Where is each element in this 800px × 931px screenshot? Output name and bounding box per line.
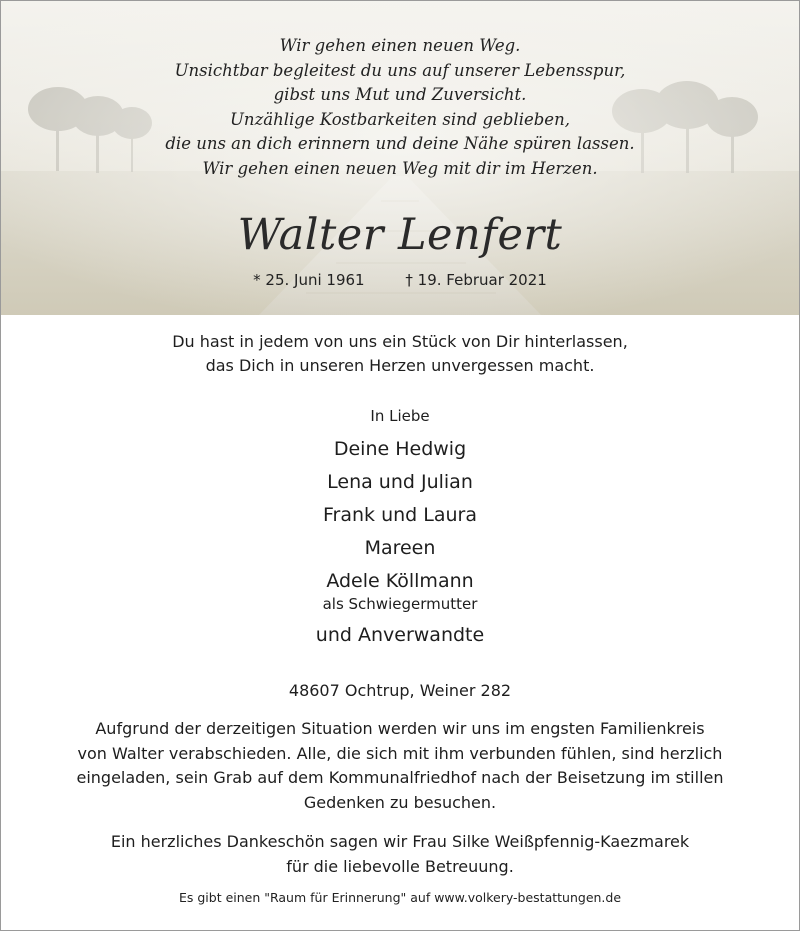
mourner-name: Adele Köllmann <box>326 570 474 592</box>
thanks-line: Ein herzliches Dankeschön sagen wir Frau Silke Weißpfennig-Kaezmarek <box>110 832 690 851</box>
poem-line: Wir gehen einen neuen Weg. <box>279 36 521 55</box>
address: 48607 Ochtrup, Weiner 282 <box>288 681 512 700</box>
memorial-quote <box>1 330 799 378</box>
footer-note: Es gibt einen "Raum für Erinnerung" auf www.volkery-bestattungen.de <box>178 890 622 905</box>
mourner-name: Mareen <box>364 537 436 559</box>
mourner-name: Deine Hedwig <box>333 438 467 460</box>
poem-line: Unzählige Kostbarkeiten sind geblieben, <box>230 109 570 129</box>
poem-line: die uns an dich erinnern und deine Nähe spüren lassen. <box>165 134 635 153</box>
poem <box>1 34 799 181</box>
mourners-closing: und Anverwandte <box>315 624 485 646</box>
mourners-list <box>1 433 799 652</box>
mourner-name: Frank und Laura <box>323 504 477 526</box>
mourner-name: Lena und Julian <box>327 471 473 493</box>
thanks-note <box>1 830 799 879</box>
notice-line: Gedenken zu besuchen. <box>303 792 497 812</box>
notice-line: eingeladen, sein Grab auf dem Kommunalfriedhof nach der Beisetzung im stillen <box>76 768 724 787</box>
funeral-notice <box>1 717 799 815</box>
quote-line: das Dich in unseren Herzen unvergessen macht. <box>205 356 595 375</box>
mourners-intro: In Liebe <box>370 407 430 425</box>
deceased-name: Walter Lenfert <box>237 210 563 260</box>
birth-date: * 25. Juni 1961 <box>253 271 365 289</box>
notice-line: von Walter verabschieden. Alle, die sich mit ihm verbunden fühlen, sind herzlich <box>77 743 723 763</box>
quote-line: Du hast in jedem von uns ein Stück von Dir hinterlassen, <box>172 332 628 351</box>
poem-line: Unsichtbar begleitest du uns auf unserer Lebensspur, <box>174 60 626 80</box>
life-dates <box>1 271 799 289</box>
poem-line: gibst uns Mut und Zuversicht. <box>273 85 527 104</box>
death-date: † 19. Februar 2021 <box>405 271 547 289</box>
mourner-role: als Schwiegermutter <box>322 595 478 613</box>
header-image <box>1 1 799 315</box>
thanks-line: für die liebevolle Betreuung. <box>286 856 514 876</box>
poem-line: Wir gehen einen neuen Weg mit dir im Herzen. <box>202 158 598 178</box>
notice-line: Aufgrund der derzeitigen Situation werden wir uns im engsten Familienkreis <box>95 719 705 738</box>
